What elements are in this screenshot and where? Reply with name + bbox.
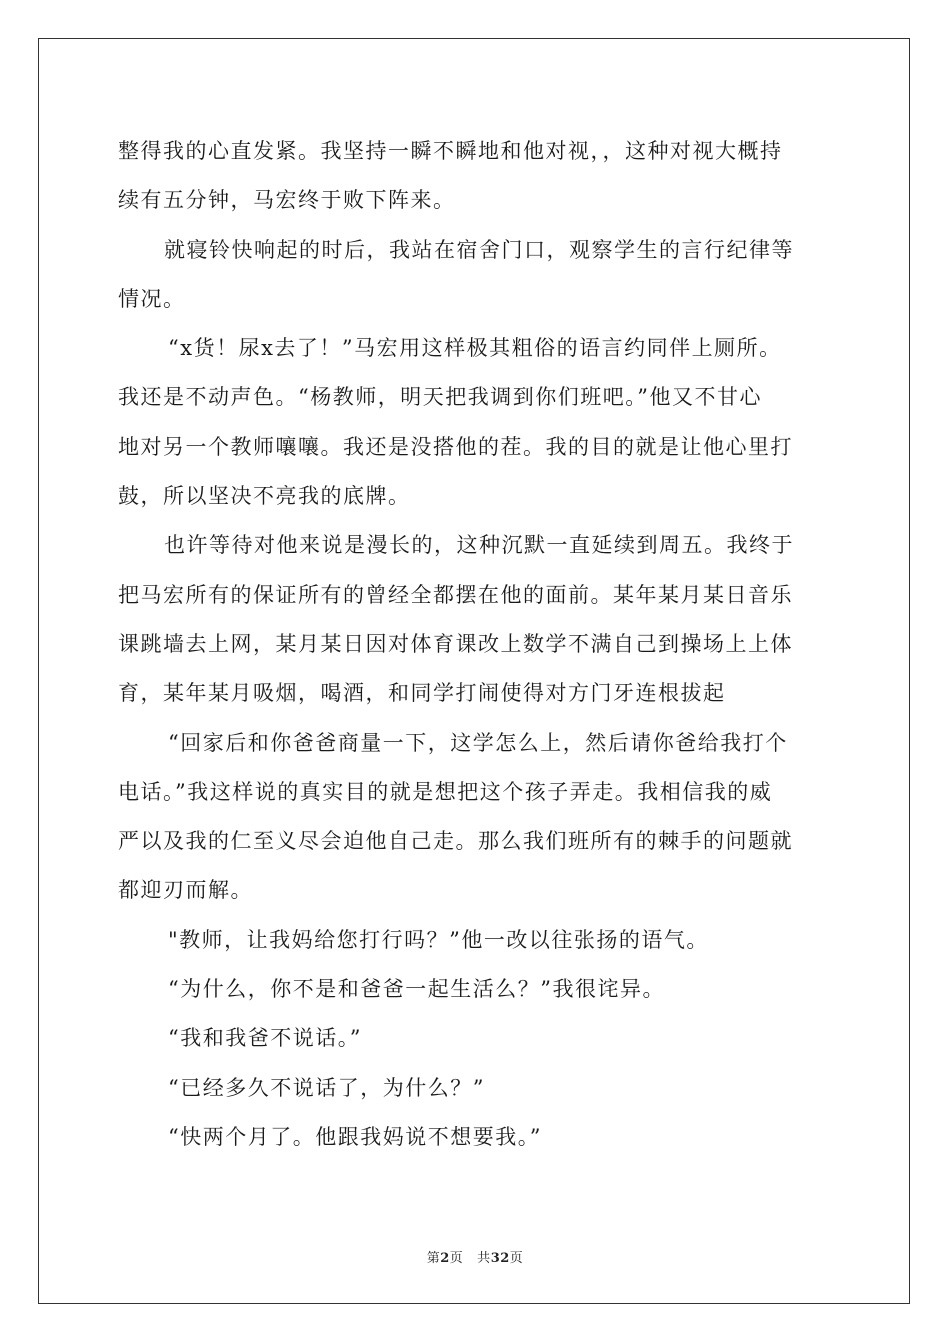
paragraph-start-line: “回家后和你爸爸商量一下，这学怎么上，然后请你爸给我打个 [168,730,788,755]
text-line: 我还是不动声色。“杨教师，明天把我调到你们班吧。”他又不甘心 [118,385,762,410]
text-line: 课跳墙去上网，某月某日因对体育课改上数学不满自己到操场上上体 [118,631,793,656]
document-body [118,127,838,1162]
page-suffix: 页 [449,1251,464,1266]
paragraph-start-line: “我和我爸不说话。” [168,1026,362,1051]
paragraph-start-line: 就寝铃快响起的时后，我站在宿舍门口，观察学生的言行纪律等 [164,237,794,262]
text-line: 育，某年某月吸烟，喝酒，和同学打闹使得对方门牙连根拔起 [118,681,726,706]
total-prefix: 共 [477,1251,491,1266]
text-line: 把马宏所有的保证所有的曾经全都摆在他的面前。某年某月某日音乐 [118,582,793,607]
total-pages: 32 [490,1251,510,1266]
paragraph-start-line: “快两个月了。他跟我妈说不想要我。” [168,1124,542,1149]
text-line: 情况。 [118,286,186,311]
text-line: 电话。”我这样说的真实目的就是想把这个孩子弄走。我相信我的威 [118,779,773,804]
page-footer [0,1247,950,1266]
text-line: 都迎刃而解。 [118,878,253,903]
text-line: 严以及我的仁至义尽会迫他自己走。那么我们班所有的棘手的问题就 [118,829,793,854]
paragraph-start-line: 也许等待对他来说是漫长的，这种沉默一直延续到周五。我终于 [164,533,794,558]
text-line: 鼓，所以坚决不亮我的底牌。 [118,484,411,509]
text-line: 续有五分钟，马宏终于败下阵来。 [118,188,456,213]
paragraph-start-line: “为什么，你不是和爸爸一起生活么？”我很诧异。 [168,977,665,1002]
text-line: 整得我的心直发紧。我坚持一瞬不瞬地和他对视，，这种对视大概持 [118,139,783,163]
total-suffix: 页 [509,1251,524,1266]
paragraph-start-line: "教师，让我妈给您打行吗？”他一改以往张扬的语气。 [168,927,709,952]
page-prefix: 第 [426,1251,441,1266]
page-number: 2 [440,1251,450,1266]
paragraph-start-line: “x货！尿x去了！”马宏用这样极其粗俗的语言约同伴上厕所。 [168,336,782,361]
paragraph-start-line: “已经多久不说话了，为什么？” [168,1075,485,1100]
text-line: 地对另一个教师嚷嚷。我还是没搭他的茬。我的目的就是让他心里打 [118,434,793,459]
